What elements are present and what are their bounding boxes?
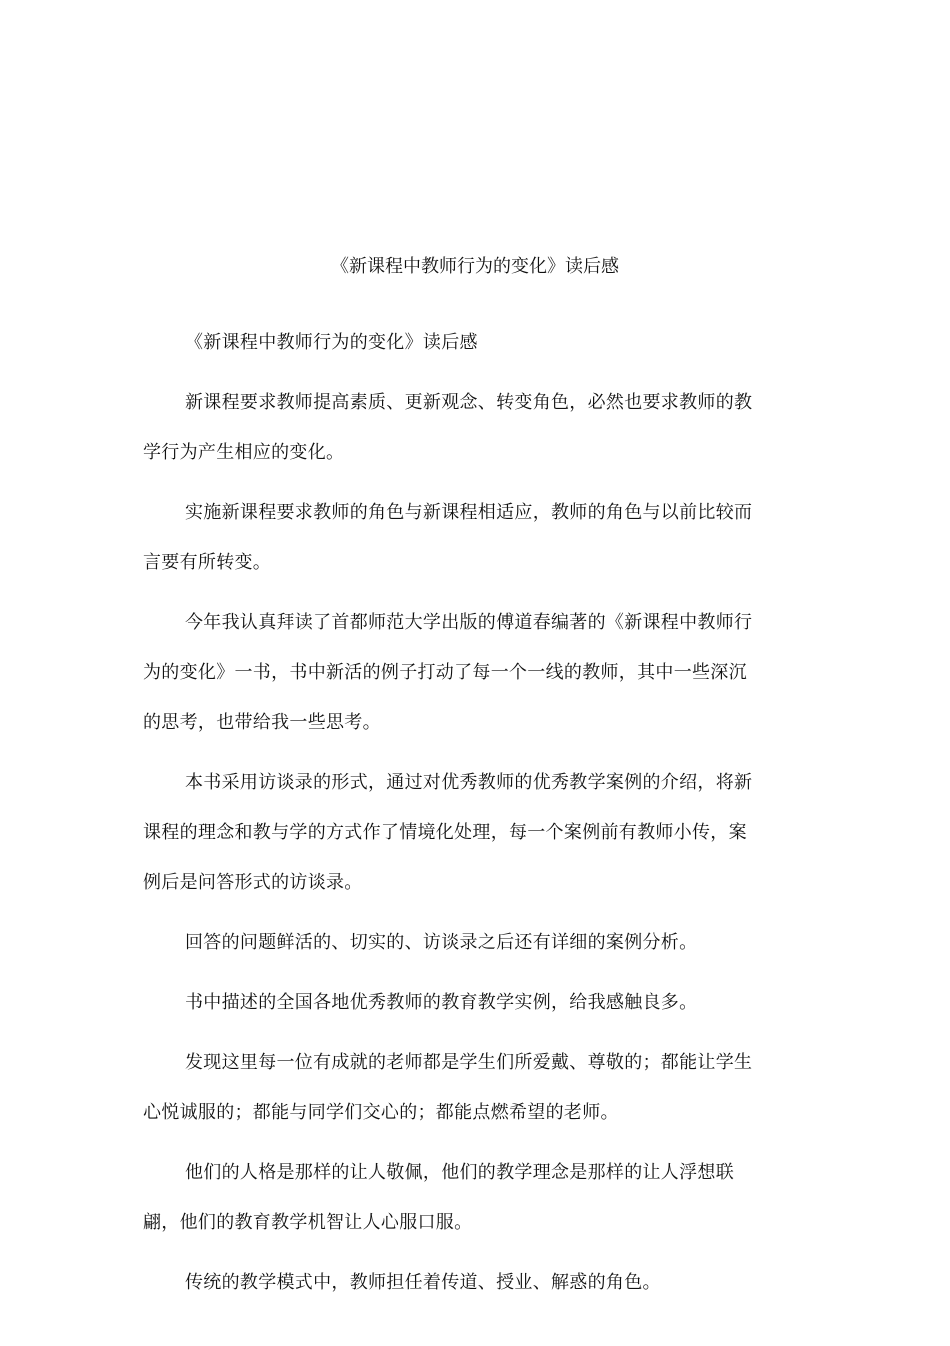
paragraph: 他们的人格是那样的让人敬佩，他们的教学理念是那样的让人浮想联翩，他们的教育教学机智让人心服口服。 [143, 1162, 734, 1233]
paragraph: 实施新课程要求教师的角色与新课程相适应，教师的角色与以前比较而言要有所转变。 [143, 502, 753, 573]
paragraph: 书中描述的全国各地优秀教师的教育教学实例，给我感触良多。 [185, 992, 698, 1013]
paragraph: 新课程要求教师提高素质、更新观念、转变角色，必然也要求教师的教学行为产生相应的变化。 [143, 392, 753, 463]
paragraph: 传统的教学模式中，教师担任着传道、授业、解惑的角色。 [185, 1272, 661, 1293]
document-title: 《新课程中教师行为的变化》读后感 [331, 256, 619, 277]
paragraph: 今年我认真拜读了首都师范大学出版的傅道春编著的《新课程中教师行为的变化》一书，书中新活的例子打动了每一个一线的教师，其中一些深沉的思考，也带给我一些思考。 [143, 612, 753, 733]
paragraph: 发现这里每一位有成就的老师都是学生们所爱戴、尊敬的；都能让学生心悦诚服的；都能与同学们交心的；都能点燃希望的老师。 [143, 1052, 753, 1123]
paragraph: 回答的问题鲜活的、切实的、访谈录之后还有详细的案例分析。 [185, 932, 698, 953]
paragraph: 本书采用访谈录的形式，通过对优秀教师的优秀教学案例的介绍，将新课程的理念和教与学的方式作了情境化处理，每一个案例前有教师小传，案例后是问答形式的访谈录。 [143, 772, 753, 893]
paragraph: 《新课程中教师行为的变化》读后感 [185, 332, 478, 353]
document-body [143, 318, 755, 1318]
